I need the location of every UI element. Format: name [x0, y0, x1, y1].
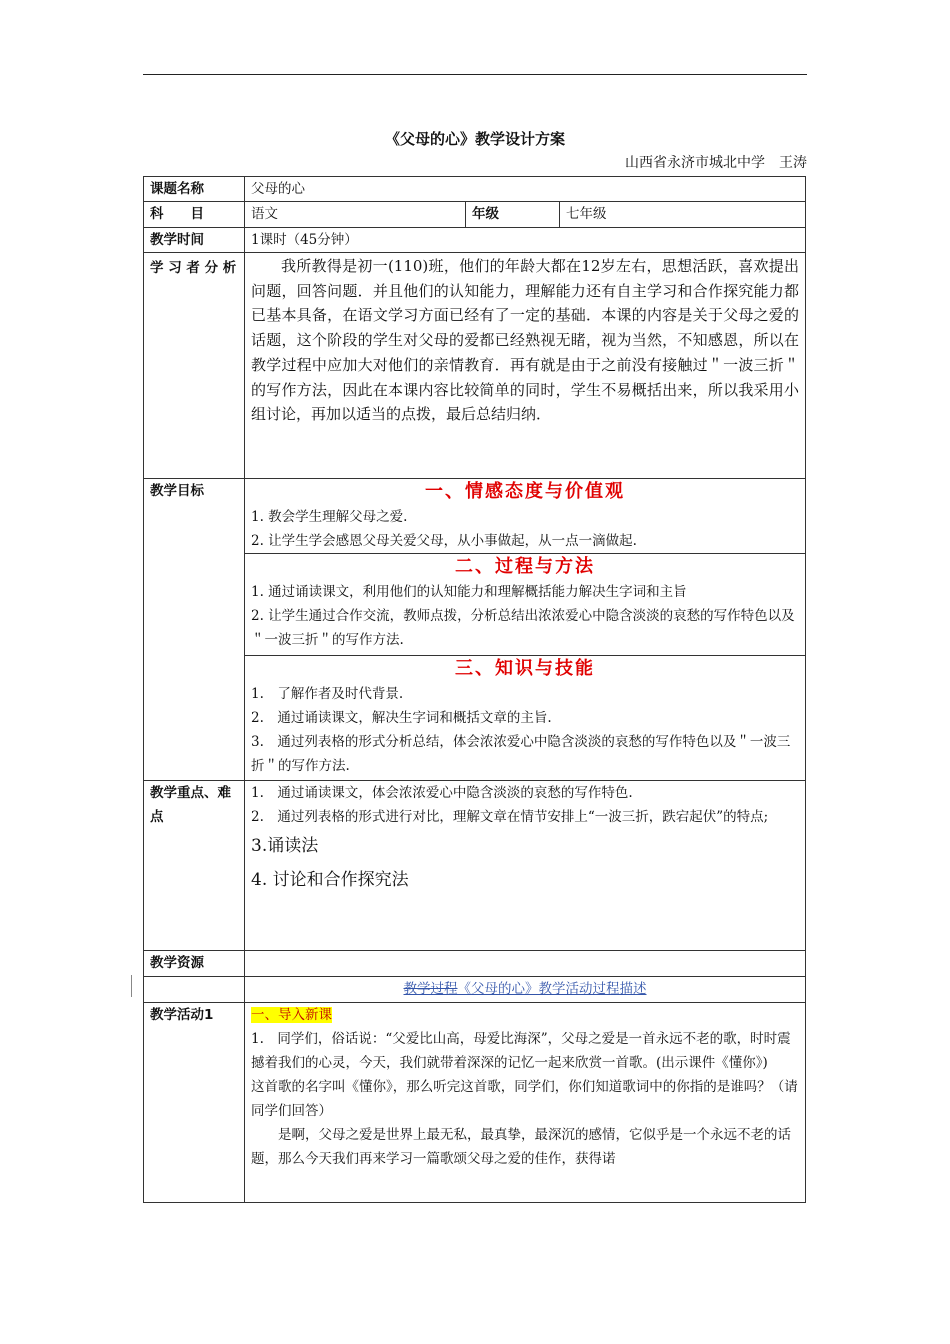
key-item: 2. 通过列表格的形式进行对比，理解文章在情节安排上“一波三折，跌宕起伏”的特点;: [251, 809, 769, 825]
activity1-heading: 一、导入新课: [251, 1007, 332, 1023]
learner-text: 我所教得是初一(110)班，他们的年龄大都在12岁左右，思想活跃，喜欢提出问题，回答问题．并且他们的认知能力，理解能力还有自主学习和合作探究能力都已基本具备，在语文学习方面已经有了一定的基础．本课的内容是关于父母之爱的话题，这个阶段的学生对父母的爱都已经熟视无睹，视为当然，不知感恩，所以在教学过程中应加大对他们的亲情教育．再有就是由于之前没有接触过＂一波三折＂的写作方法，因此在本课内容比较简单的同时，学生不易概括出来，所以我采用小组讨论，再加以适当的点拨，最后总结归纳．: [251, 257, 800, 424]
key-method-4: 4. 讨论和合作探究法: [251, 870, 409, 890]
goals-label: 教学目标: [144, 479, 245, 781]
topic-label: 课题名称: [144, 177, 245, 202]
process-link-empty: [144, 977, 245, 1003]
row-process-link: [144, 977, 806, 1003]
key-item: 1. 通过诵读课文，体会浓浓爱心中隐含淡淡的哀愁的写作特色.: [251, 785, 633, 801]
goals-section1-item: 2. 让学生学会感恩父母关爱父母，从小事做起，从一点一滴做起.: [251, 533, 637, 549]
time-label: 教学时间: [144, 228, 245, 253]
row-resources: [144, 951, 806, 977]
key-method-3: 3.诵读法: [251, 836, 319, 856]
process-link-text: 《父母的心》教学活动过程描述: [457, 981, 647, 997]
resources-value: [245, 951, 806, 977]
lesson-plan-table: [143, 176, 806, 1203]
goals-section2-item: 1. 通过诵读课文，利用他们的认知能力和理解概括能力解决生字词和主旨: [251, 584, 687, 600]
grade-value: 七年级: [560, 202, 806, 228]
goals-section1-item: 1. 教会学生理解父母之爱.: [251, 509, 408, 525]
goals-section3-item: 1. 了解作者及时代背景.: [251, 686, 404, 702]
author-line: 山西省永济市城北中学 王涛: [625, 155, 807, 171]
activity1-paragraph: 1. 同学们，俗话说：“父爱比山高，母爱比海深”，父母之爱是一首永远不老的歌，时时震撼着我们的心灵，今天，我们就带着深深的记忆一起来欣赏一首歌。(出示课件《懂你》): [251, 1031, 791, 1071]
row-key-points: [144, 781, 806, 951]
activity1-label: 教学活动1: [144, 1003, 245, 1203]
process-link-strike: 教学过程: [403, 981, 458, 997]
resources-label: 教学资源: [144, 951, 245, 977]
goals-section3-item: 2. 通过诵读课文，解决生字词和概括文章的主旨.: [251, 710, 552, 726]
subject-value: 语文: [245, 202, 466, 228]
document-title: 《父母的心》教学设计方案: [384, 130, 565, 148]
goals-section3-title: 三、知识与技能: [455, 658, 595, 679]
subject-label: 科 目: [144, 202, 245, 228]
grade-label: 年级: [466, 202, 560, 228]
row-goals-1: [144, 479, 806, 554]
header-rule: [143, 74, 807, 75]
activity1-paragraph: 是啊，父母之爱是世界上最无私，最真挚，最深沉的感情，它似乎是一个永远不老的话题，那么今天我们再来学习一篇歌颂父母之爱的佳作，获得诺: [251, 1127, 791, 1167]
row-time: [144, 228, 806, 253]
row-activity-1: [144, 1003, 806, 1203]
goals-section1-title: 一、情感态度与价值观: [425, 481, 625, 502]
row-topic: [144, 177, 806, 202]
time-value: 1课时（45分钟）: [245, 228, 806, 253]
process-link[interactable]: [245, 977, 806, 1003]
goals-section2-item: 2. 让学生通过合作交流，教师点拨，分析总结出浓浓爱心中隐含淡淡的哀愁的写作特色以及＂一波三折＂的写作方法.: [251, 608, 795, 648]
goals-section3-item: 3. 通过列表格的形式分析总结，体会浓浓爱心中隐含淡淡的哀愁的写作特色以及＂一波三折＂的写作方法.: [251, 734, 791, 774]
goals-section2-title: 二、过程与方法: [455, 556, 595, 577]
row-subject: [144, 202, 806, 228]
learner-label: 学 习 者 分 析: [144, 253, 245, 479]
row-learner-analysis: [144, 253, 806, 479]
activity1-paragraph: 这首歌的名字叫《懂你》，那么听完这首歌，同学们，你们知道歌词中的你指的是谁吗？（请同学们回答）: [251, 1079, 798, 1119]
margin-mark: [131, 975, 132, 997]
key-label: 教学重点、难点: [144, 781, 245, 951]
topic-value: 父母的心: [245, 177, 806, 202]
